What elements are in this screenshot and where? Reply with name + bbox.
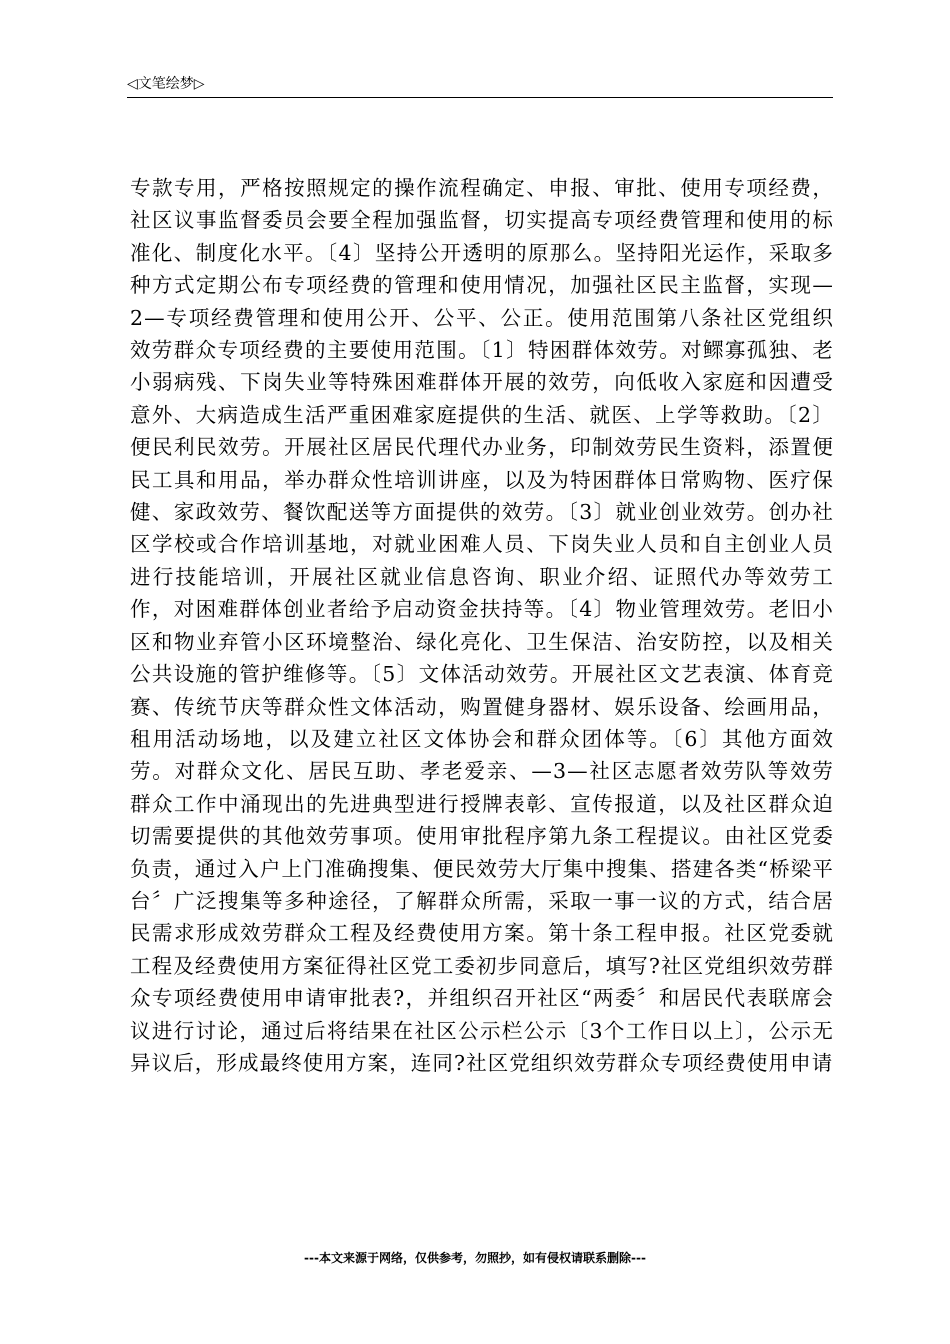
header-title: ◁文笔绘梦▷: [127, 76, 205, 92]
page-header: [127, 74, 833, 98]
body-paragraph: 专款专用，严格按照规定的操作流程确定、申报、审批、使用专项经费，社区议事监督委员会要全程加强监督，切实提高专项经费管理和使用的标准化、制度化水平。〔4〕坚持公开透明的原那么。坚持阳光运作，采取多种方式定期公布专项经费的管理和使用情况，加强社区民主监督，实现—2—专项经费管理和使用公开、公平、公正。使用范围第八条社区党组织效劳群众专项经费的主要使用范围。〔1〕特困群体效劳。对鳏寡孤独、老小弱病残、下岗失业等特殊困难群体开展的效劳，向低收入家庭和因遭受意外、大病造成生活严重困难家庭提供的生活、就医、上学等救助。〔2〕便民利民效劳。开展社区居民代理代办业务，印制效劳民生资料，添置便民工具和用品，举办群众性培训讲座，以及为特困群体日常购物、医疗保健、家政效劳、餐饮配送等方面提供的效劳。〔3〕就业创业效劳。创办社区学校或合作培训基地，对就业困难人员、下岗失业人员和自主创业人员进行技能培训，开展社区就业信息咨询、职业介绍、证照代办等效劳工作，对困难群体创业者给予启动资金扶持等。〔4〕物业管理效劳。老旧小区和物业弃管小区环境整治、绿化亮化、卫生保洁、治安防控，以及相关公共设施的管护维修等。〔5〕文体活动效劳。开展社区文艺表演、体育竞赛、传统节庆等群众性文体活动，购置健身器材、娱乐设备、绘画用品，租用活动场地，以及建立社区文体协会和群众团体等。〔6〕其他方面效劳。对群众文化、居民互助、孝老爱亲、—3—社区志愿者效劳队等效劳群众工作中涌现出的先进典型进行授牌表彰、宣传报道，以及社区群众迫切需要提供的其他效劳事项。使用审批程序第九条工程提议。由社区党委负责，通过入户上门准确搜集、便民效劳大厅集中搜集、搭建各类“桥梁平台〞广泛搜集等多种途径，了解群众所需，采取一事一议的方式，结合居民需求形成效劳群众工程及经费使用方案。第十条工程申报。社区党委就工程及经费使用方案征得社区党工委初步同意后，填写?社区党组织效劳群众专项经费使用申请审批表?，并组织召开社区“两委〞和居民代表联席会议进行讨论，通过后将结果在社区公示栏公示〔3个工作日以上〕，公示无异议后，形成最终使用方案，连同?社区党组织效劳群众专项经费使用申请: [130, 176, 834, 1075]
header-divider: [127, 97, 833, 98]
page-footer: ---本文来源于网络，仅供参考，勿照抄，如有侵权请联系删除---: [304, 1251, 646, 1265]
